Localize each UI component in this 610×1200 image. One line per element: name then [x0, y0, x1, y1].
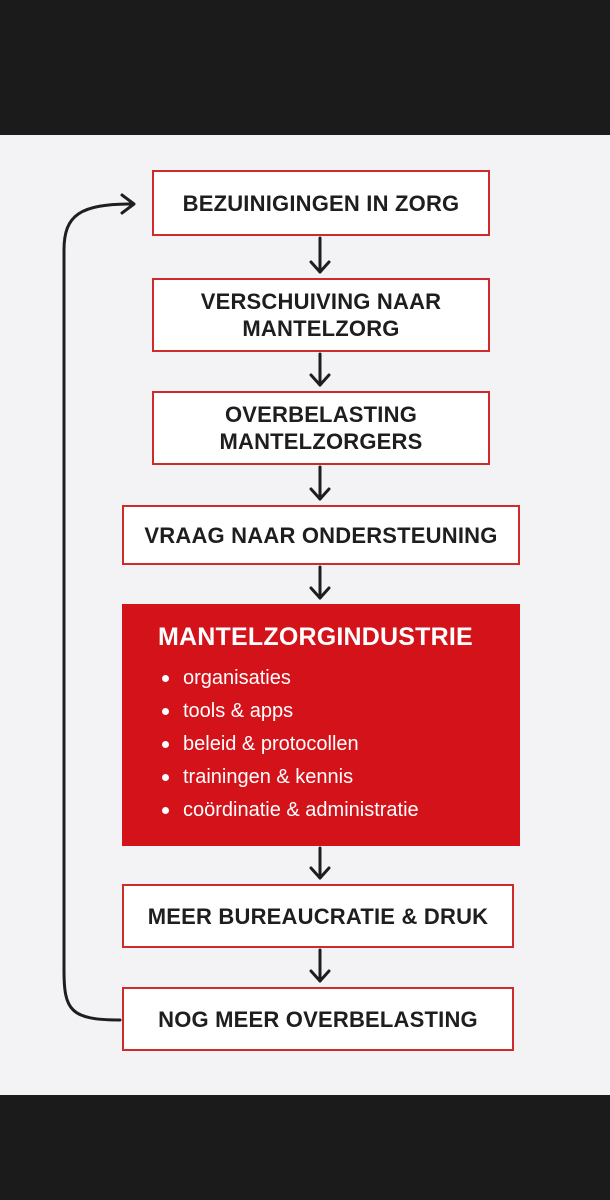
bullet-icon	[162, 675, 169, 682]
focus-list	[158, 662, 520, 827]
focus-list-item	[158, 761, 520, 794]
focus-list-item	[158, 662, 520, 695]
step-overload-label: OVERBELASTING MANTELZORGERS	[219, 402, 423, 454]
bottom-dark-band	[0, 1095, 610, 1200]
top-dark-band	[0, 0, 610, 135]
focus-item-label: organisaties	[183, 667, 291, 689]
step-demand-label: VRAAG NAAR ONDERSTEUNING	[144, 522, 498, 548]
step-more-bureaucracy	[122, 884, 514, 948]
step-more-overload-label: NOG MEER OVERBELASTING	[158, 1006, 478, 1032]
step-bureaucracy-label: MEER BUREAUCRATIE & DRUK	[147, 903, 489, 929]
focus-item-label: beleid & protocollen	[183, 733, 359, 755]
step-budget-cuts	[152, 170, 490, 236]
focus-list-item	[158, 794, 520, 827]
bullet-icon	[162, 708, 169, 715]
focus-item-label: trainingen & kennis	[183, 766, 354, 788]
bullet-icon	[162, 807, 169, 814]
focus-list-item	[158, 728, 520, 761]
focus-informal-care-industry	[122, 604, 520, 846]
bullet-icon	[162, 741, 169, 748]
focus-title: MANTELZORGINDUSTRIE	[158, 623, 473, 651]
step-budget-cuts-label: BEZUINIGINGEN IN ZORG	[182, 190, 460, 216]
step-shift-to-informal-care	[152, 278, 490, 352]
focus-item-label: coördinatie & administratie	[183, 799, 419, 821]
step-caregiver-overload	[152, 391, 490, 465]
focus-list-item	[158, 695, 520, 728]
step-demand-for-support	[122, 505, 520, 565]
focus-item-label: tools & apps	[183, 700, 294, 722]
step-even-more-overload	[122, 987, 514, 1051]
step-shift-label: VERSCHUIVING NAAR MANTELZORG	[200, 289, 442, 341]
bullet-icon	[162, 774, 169, 781]
